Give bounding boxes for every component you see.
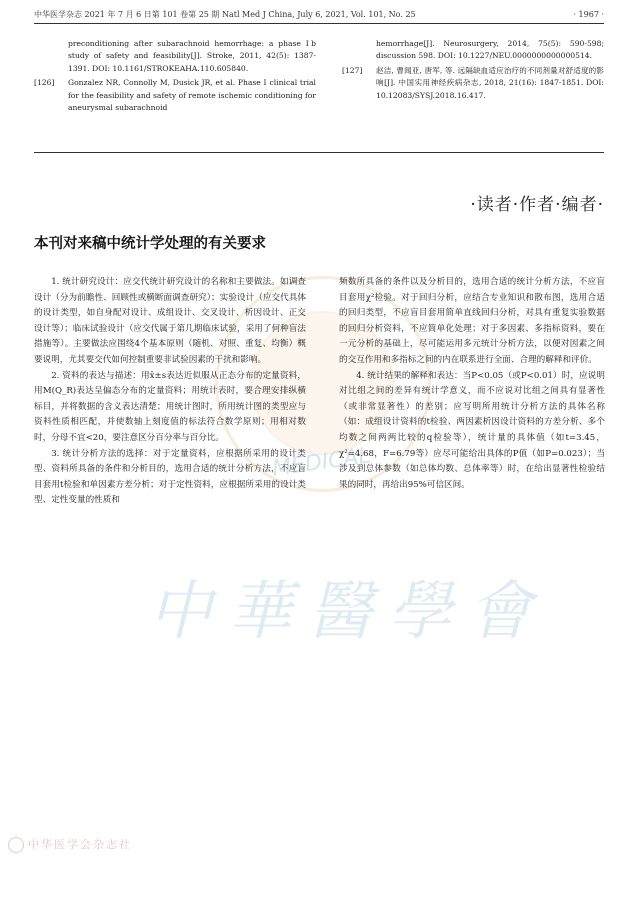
reference-text: 赵洁, 曹闻亚, 唐军, 等. 远隔缺血适应治疗的不同剂量对舒适度的影响[J]. 中国实用神经疾病杂志, 2018, 21(16): 1847-1851. DOI: 10.12083/SYSJ.2018.16.417. <box>376 65 604 100</box>
reference-text: preconditioning after subarachnoid hemorrhage: a phase Ⅰb study of safety and feasibility[J]. Stroke, 2011, 42(5): 1387-1391. DOI: 10.1161/STROKEAHA.110.605840. <box>68 39 316 73</box>
section-tag: ·读者·作者·编者· <box>470 195 604 215</box>
society-watermark: 中華醫學會 <box>148 575 548 649</box>
references-right-column <box>342 38 604 104</box>
reference-text: Gonzalez NR, Connolly M, Dusick JR, et al. Phase Ⅰ clinical trial for the feasibility and safety of remote ischemic conditioning for aneurysmal subarachnoid <box>68 78 316 113</box>
body-paragraph: 3. 统计分析方法的选择：对于定量资料，应根据所采用的设计类型、资料所具备的条件和分析目的，选用合适的统计分析方法，不应盲目套用t检验和单因素方差分析；对于定性资料，应根据所采用的设计类型、定性变量的性质和 <box>34 448 306 506</box>
reference-number: [126] <box>34 78 55 88</box>
publisher-footer: 中华医学会杂志社 <box>28 838 132 851</box>
running-header <box>34 8 604 22</box>
article-title: 本刊对来稿中统计学处理的有关要求 <box>34 236 266 252</box>
body-paragraph: 频数所具备的条件以及分析目的，选用合适的统计分析方法，不应盲目套用χ²检验。对于回归分析，应结合专业知识和散布图，选用合适的回归类型，不应盲目套用简单直线回归分析，对具有重复实验数据的回归分析资料，不应简单化处理；对于多因素、多指标资料，要在一元分析的基础上，尽可能运用多元统计分析方法，以便对因素之间的交互作用和多指标之间的内在联系进行全面、合理的解释和评价。 <box>339 277 605 365</box>
reference-text: hemorrhage[J]. Neurosurgery, 2014, 75(5): 590-598; discussion 598. DOI: 10.1227/NEU.0000000000000514. <box>376 39 604 61</box>
reference-item <box>34 38 316 75</box>
body-paragraph: 4. 统计结果的解释和表达：当P<0.05（或P<0.01）时，应说明对比组之间的差异有统计学意义，而不应说对比组之间具有显著性（或非常显著性）的差别；应写明所用统计分析方法的具体名称（如：成组设计资料的t检验、两因素析因设计资料的方差分析、多个均数之间两两比较的q检验等），统计量的具体值（如t=3.45，χ²=4.68，F=6.79等）应尽可能给出具体的P值（如P=0.023）；当涉及到总体参数（如总体均数、总体率等）时，在给出显著性检验结果的同时，再给出95%可信区间。 <box>339 370 605 490</box>
body-right-column <box>339 275 605 493</box>
header-rule <box>34 23 604 24</box>
reference-item <box>34 77 316 114</box>
reference-item <box>342 65 604 102</box>
section-divider <box>34 152 604 153</box>
seal-watermark-text: MEDICAL <box>270 443 373 482</box>
reference-item <box>342 38 604 63</box>
body-left-column <box>34 275 306 509</box>
reference-number: [127] <box>342 65 363 75</box>
body-paragraph: 1. 统计研究设计：应交代统计研究设计的名称和主要做法。如调查设计（分为前瞻性、回顾性或横断面调查研究）；实验设计（应交代具体的设计类型，如自身配对设计、成组设计、交叉设计、析因设计、正交设计等）；临床试验设计（应交代属于第几期临床试验，采用了何种盲法措施等）。主要做法应围绕4个基本原则（随机、对照、重复、均衡）概要说明，尤其要交代如何控制重要非试验因素的干扰和影响。 <box>34 277 306 365</box>
references-left-column <box>34 38 316 116</box>
page-number: · 1967 · <box>573 10 604 19</box>
body-paragraph: 2. 资料的表达与描述：用x̄±s表达近似服从正态分布的定量资料，用M(Q_R)表达呈偏态分布的定量资料；用统计表时，要合理安排纵横标目，并将数据的含义表达清楚；用统计图时，所用统计图的类型应与资料性质相匹配，并使数轴上刻度值的标法符合数学原则；用相对数时，分母不宜<20，要注意区分百分率与百分比。 <box>34 370 306 443</box>
publisher-logo-icon <box>8 837 24 853</box>
journal-citation-header: 中华医学杂志 2021 年 7 月 6 日第 101 卷第 25 期 Natl Med J China, July 6, 2021, Vol. 101, No. 25 <box>34 10 416 19</box>
